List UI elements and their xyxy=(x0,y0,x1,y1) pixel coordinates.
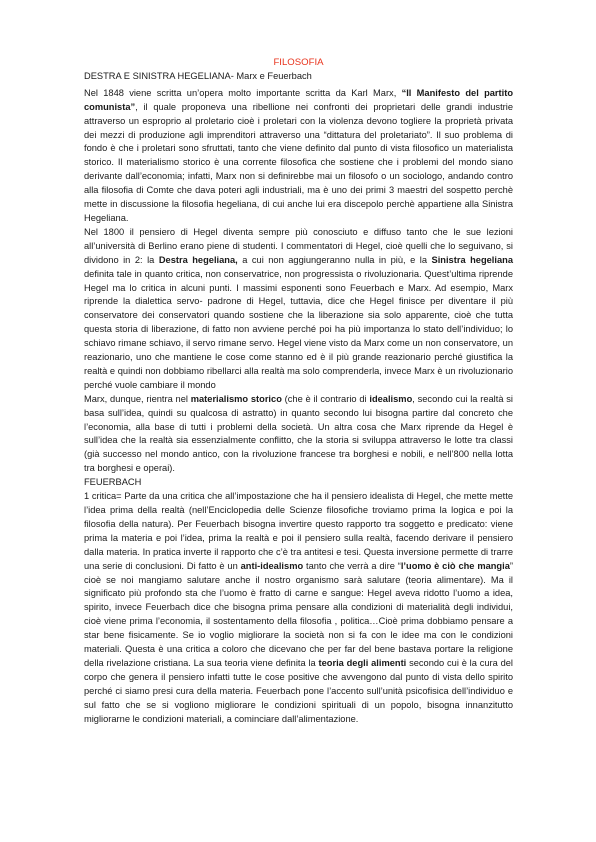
bold-term: Destra hegeliana, xyxy=(158,254,238,265)
bold-term: anti-idealismo xyxy=(240,560,304,571)
bold-term: idealismo xyxy=(369,393,413,404)
text-run: Nel 1848 viene scritta un’opera molto importante scritta da Karl Marx, xyxy=(84,87,402,98)
text-run: , secondo cui la realtà si basa sull’idea, quindi su qualcosa di astratto) in quanto secondo lui bisogna partire dal concreto che l’economia, alla base di tutti i problemi della società. Un altra cosa che Marx riprende da Hegel è sull’idea che la realtà sia essenzialmente conflitto, che la storia si sviluppa attraverso le lotte tra classi (già successo nel mondo antico, con la rivoluzione francese tra borghesi e nobili, e nell’800 nella lotta tra borghesi e operai). xyxy=(84,393,513,474)
text-run: Nel 1800 il pensiero di Hegel diventa sempre più conosciuto e diffuso tanto che le sue lezioni all’università di Berlino erano piene di studenti. I commentatori di Hegel, cioè quelli che lo seguivano, si dividono in 2: la xyxy=(84,226,513,265)
text-run: , il quale proponeva una ribellione nei confronti dei proprietari delle grandi industrie attraverso un esproprio al proletario cioè i proletari con la violenza devono togliere la proprietà privata dei mezzi di produzione agli imprenditori attraverso una “dittatura del proletariato”. Il suo problema di fondo è che i proletari sono sfruttati, tanto che viene definito dal punto di vista filosofico un materialista storico. Il materialismo storico è una corrente filosofica che sostiene che i problemi del mondo siano derivante dall’economia; infatti, Marx non si definirebbe mai un filosofo o un sociologo, andando contro alla filosofia di Comte che dava poteri agli industriali, ma è uno dei primi 3 maestri del sospetto perchè mette in discussione la filosofia hegeliana, di cui anche lui era discepolo perchè appartiene alla Sinistra Hegeliana. xyxy=(84,101,513,223)
paragraph-feuerbach xyxy=(84,490,513,726)
bold-term: Sinistra hegeliana xyxy=(431,254,513,265)
text-run: definita tale in quanto critica, non conservatrice, non progressista o rivoluzionaria. Quest’ultima riprende Hegel ma lo critica in alcuni punti. I massimi esponenti sono Feuerbach e Marx. Ad esempio, Marx riprende la dialettica servo- padrone di Hegel, tuttavia, dice che Hegel finisce per diventare il più conservatore dei conservatori quando sostiene che la liberazione sia solo apparente, cioè che tutta questa storia di liberazione, di fatto non avviene perché poi ha più importanza lo stato dell’individuo; lo schiavo rimane schiavo, il servo rimane servo. Hegel viene visto da Marx come un non conservatore, un reazionario, uno che mantiene le cose come stanno ed è il più grande reazionario perché giustifica la realtà e quindi non dobbiamo ribellarci alla realtà ma solo comprenderla, invece Marx è un rivoluzionario perché vuole cambiare il mondo xyxy=(84,268,513,390)
bold-term: l’uomo è ciò che mangia xyxy=(400,560,510,571)
paragraph-hegel xyxy=(84,226,513,393)
paragraph-marx-intro xyxy=(84,87,513,226)
text-run: tanto che verrà a dire “ xyxy=(303,560,401,571)
text-run: (che è il contrario di xyxy=(281,393,370,404)
page-title: FILOSOFIA xyxy=(273,57,324,68)
paragraph-materialism xyxy=(84,393,513,476)
text-run: a cui non aggiungeranno nulla in più, e la xyxy=(237,254,432,265)
bold-term: materialismo storico xyxy=(190,393,282,404)
bold-term: “Il Manifesto del partito comunista” xyxy=(84,87,513,112)
document-page xyxy=(84,56,513,727)
section-heading: FEUERBACH xyxy=(84,477,142,488)
text-run: secondo cui è la cura del corpo che genera il pensiero infatti tutte le cose positive che avvengono dal punto di vista dello spirito perché ci siamo presi cura della materia. Feuerbach pone l’accento sull’unità psicofisica dell’individuo e sul fatto che se si vogliono migliorare le condizioni spirituali di un popolo, bisogna innanzitutto migliorarne le condizioni materiali, a cominciare dall’alimentazione. xyxy=(84,657,513,724)
text-run: Marx, dunque, rientra nel xyxy=(84,393,191,404)
text-run: ” cioè se noi mangiamo salutare anche il nostro organismo sarà salutare (teoria alimentare). Ma il significato più profondo sta che l’uomo è fratto di carne e sangue: Hegel aveva ridotto l’uomo a idea, spirito, invece Feuerbach dice che bisogna prima pensare alla condizioni di materialità degli individui, cioè viene prima l’economia, il sostentamento della filosofia , politica…Cioè prima dobbiamo pensare a star bene fisicamente. Se io voglio migliorare la società non si fa con le idee ma con le condizioni materiali. Questa è una critica a coloro che dicevano che per far del bene bastava portare la religione della rivelazione cristiana. La sua teoria viene definita la xyxy=(84,560,513,668)
text-run: 1 critica= Parte da una critica che all’impostazione che ha il pensiero idealista di Hegel, che mette mette l’idea prima della realtà (nell’Enciclopedia delle Scienze filosofiche troviamo prima la logica e poi la filosofia della natura). Per Feuerbach bisogna invertire questo rapporto tra soggetto e predicato: viene prima la materia e poi l’idea, prima la realtà e poi il pensiero sulla realtà, facendo derivare il pensiero dalla materia. In pratica inverte il rapporto che c’è tra antitesi e tesi. Questa inversione permette di trarre una serie di conclusioni. Di fatto è un xyxy=(84,491,513,571)
page-subtitle: DESTRA E SINISTRA HEGELIANA- Marx e Feuerbach xyxy=(84,70,312,81)
bold-term: teoria degli alimenti xyxy=(318,657,407,668)
